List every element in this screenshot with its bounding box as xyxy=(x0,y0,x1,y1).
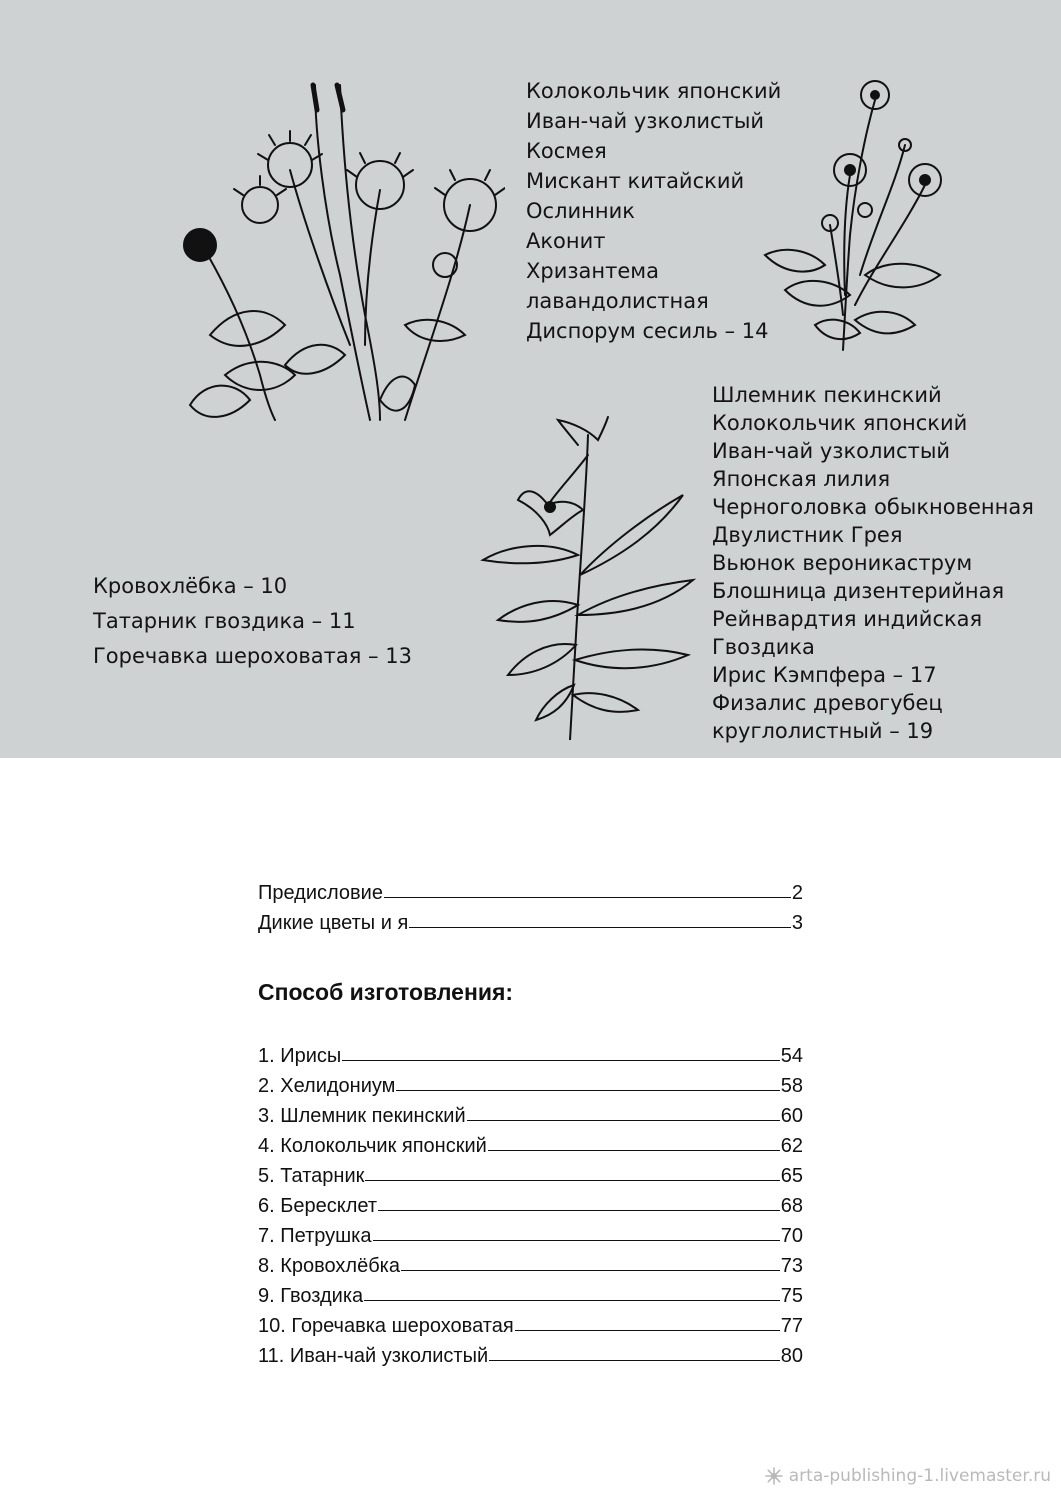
species-name: Японская лилия xyxy=(712,467,891,491)
toc-entry[interactable] xyxy=(258,1038,803,1068)
toc-entry-title: 1. Ирисы xyxy=(258,1045,342,1067)
toc-entry-title: Предисловие xyxy=(258,882,383,904)
toc-entry-title: 10. Горечавка шероховатая xyxy=(258,1315,514,1337)
toc-entry[interactable] xyxy=(258,1338,803,1368)
toc-entry[interactable] xyxy=(258,1158,803,1188)
toc-page-number: 70 xyxy=(780,1225,803,1247)
wildflower-bouquet-illustration xyxy=(165,75,505,450)
toc-leader-line xyxy=(401,1270,780,1271)
toc-entry[interactable] xyxy=(258,1188,803,1218)
species-name: Вьюнок вероникаструм xyxy=(712,551,973,575)
species-name: Иван-чай узколистый xyxy=(712,439,951,463)
species-name: Космея xyxy=(526,139,607,163)
toc-entry-wildflowers-and-me[interactable] xyxy=(258,905,803,935)
toc-entry-title: 4. Колокольчик японский xyxy=(258,1135,487,1157)
watermark-text: arta-publishing-1.livemaster.ru xyxy=(788,1466,1051,1486)
watermark xyxy=(765,1466,1051,1486)
toc-leader-line xyxy=(364,1300,780,1301)
toc-page-number: 65 xyxy=(780,1165,803,1187)
toc-page-number: 75 xyxy=(780,1285,803,1307)
species-name: Аконит xyxy=(526,229,606,253)
toc-entry-title: 8. Кровохлёбка xyxy=(258,1255,400,1277)
cosmos-illustration xyxy=(755,75,950,360)
species-name: Черноголовка обыкновенная xyxy=(712,495,1034,519)
toc-page-number: 60 xyxy=(780,1105,803,1127)
plate-species-list-a xyxy=(526,76,781,346)
plate-species-list-c xyxy=(93,569,412,674)
toc-leader-line xyxy=(342,1060,779,1061)
toc-entry-title: 5. Татарник xyxy=(258,1165,365,1187)
toc-entry-title: 2. Хелидониум xyxy=(258,1075,396,1097)
species-name: Диспорум сесиль – 14 xyxy=(526,319,769,343)
toc-leader-line xyxy=(409,927,791,928)
toc-entry[interactable] xyxy=(258,1098,803,1128)
toc-leader-line xyxy=(396,1090,779,1091)
toc-entry[interactable] xyxy=(258,1218,803,1248)
species-name: Рейнвардтия индийская xyxy=(712,607,983,631)
plate-species-list-b xyxy=(712,381,1034,745)
toc-entry-title: 6. Бересклет xyxy=(258,1195,377,1217)
toc-page-number: 54 xyxy=(780,1045,803,1067)
toc-entry[interactable] xyxy=(258,1128,803,1158)
species-name: Мискант китайский xyxy=(526,169,745,193)
toc-entry[interactable] xyxy=(258,1248,803,1278)
species-name: Гвоздика xyxy=(712,635,815,659)
species-name: Шлемник пекинский xyxy=(712,383,942,407)
toc-page-number: 68 xyxy=(780,1195,803,1217)
species-name: круглолистный – 19 xyxy=(712,719,934,743)
species-name: Физалис древогубец xyxy=(712,691,943,715)
toc-entry[interactable] xyxy=(258,1068,803,1098)
toc-method-entries xyxy=(258,1038,803,1368)
toc-entry[interactable] xyxy=(258,1308,803,1338)
toc-page-number: 73 xyxy=(780,1255,803,1277)
toc-leader-line xyxy=(365,1180,779,1181)
toc-leader-line xyxy=(489,1360,780,1361)
snowflake-icon xyxy=(765,1467,783,1485)
toc-section-heading: Способ изготовления: xyxy=(258,979,514,1005)
species-name: лавандолистная xyxy=(526,289,709,313)
species-name: Хризантема xyxy=(526,259,659,283)
toc-page-number: 77 xyxy=(780,1315,803,1337)
species-name: Ослинник xyxy=(526,199,635,223)
toc-entry-title: 9. Гвоздика xyxy=(258,1285,364,1307)
species-name: Татарник гвоздика – 11 xyxy=(93,609,356,633)
species-name: Ирис Кэмпфера – 17 xyxy=(712,663,937,687)
toc-page-number: 2 xyxy=(791,882,803,904)
species-name: Колокольчик японский xyxy=(712,411,968,435)
toc-leader-line xyxy=(384,897,791,898)
toc-page-number: 3 xyxy=(791,912,803,934)
toc-leader-line xyxy=(373,1240,780,1241)
species-name: Колокольчик японский xyxy=(526,79,782,103)
toc-leader-line xyxy=(467,1120,780,1121)
toc-leader-line xyxy=(378,1210,780,1211)
toc-entry-preface[interactable] xyxy=(258,875,803,905)
toc-intro-entries xyxy=(258,875,803,935)
toc-entry-title: 11. Иван-чай узколистый xyxy=(258,1345,489,1367)
species-name: Горечавка шероховатая – 13 xyxy=(93,644,412,668)
species-name: Блошница дизентерийная xyxy=(712,579,1005,603)
toc-leader-line xyxy=(488,1150,780,1151)
toc-page-number: 80 xyxy=(780,1345,803,1367)
species-name: Двулистник Грея xyxy=(712,523,903,547)
species-name: Иван-чай узколистый xyxy=(526,109,765,133)
lily-illustration xyxy=(478,415,703,740)
species-name: Кровохлёбка – 10 xyxy=(93,574,288,598)
toc-page-number: 58 xyxy=(780,1075,803,1097)
toc-page-number: 62 xyxy=(780,1135,803,1157)
toc-leader-line xyxy=(515,1330,780,1331)
toc-entry-title: Дикие цветы и я xyxy=(258,912,409,934)
toc-entry[interactable] xyxy=(258,1278,803,1308)
toc-entry-title: 7. Петрушка xyxy=(258,1225,372,1247)
toc-entry-title: 3. Шлемник пекинский xyxy=(258,1105,466,1127)
table-of-contents xyxy=(258,875,803,1368)
